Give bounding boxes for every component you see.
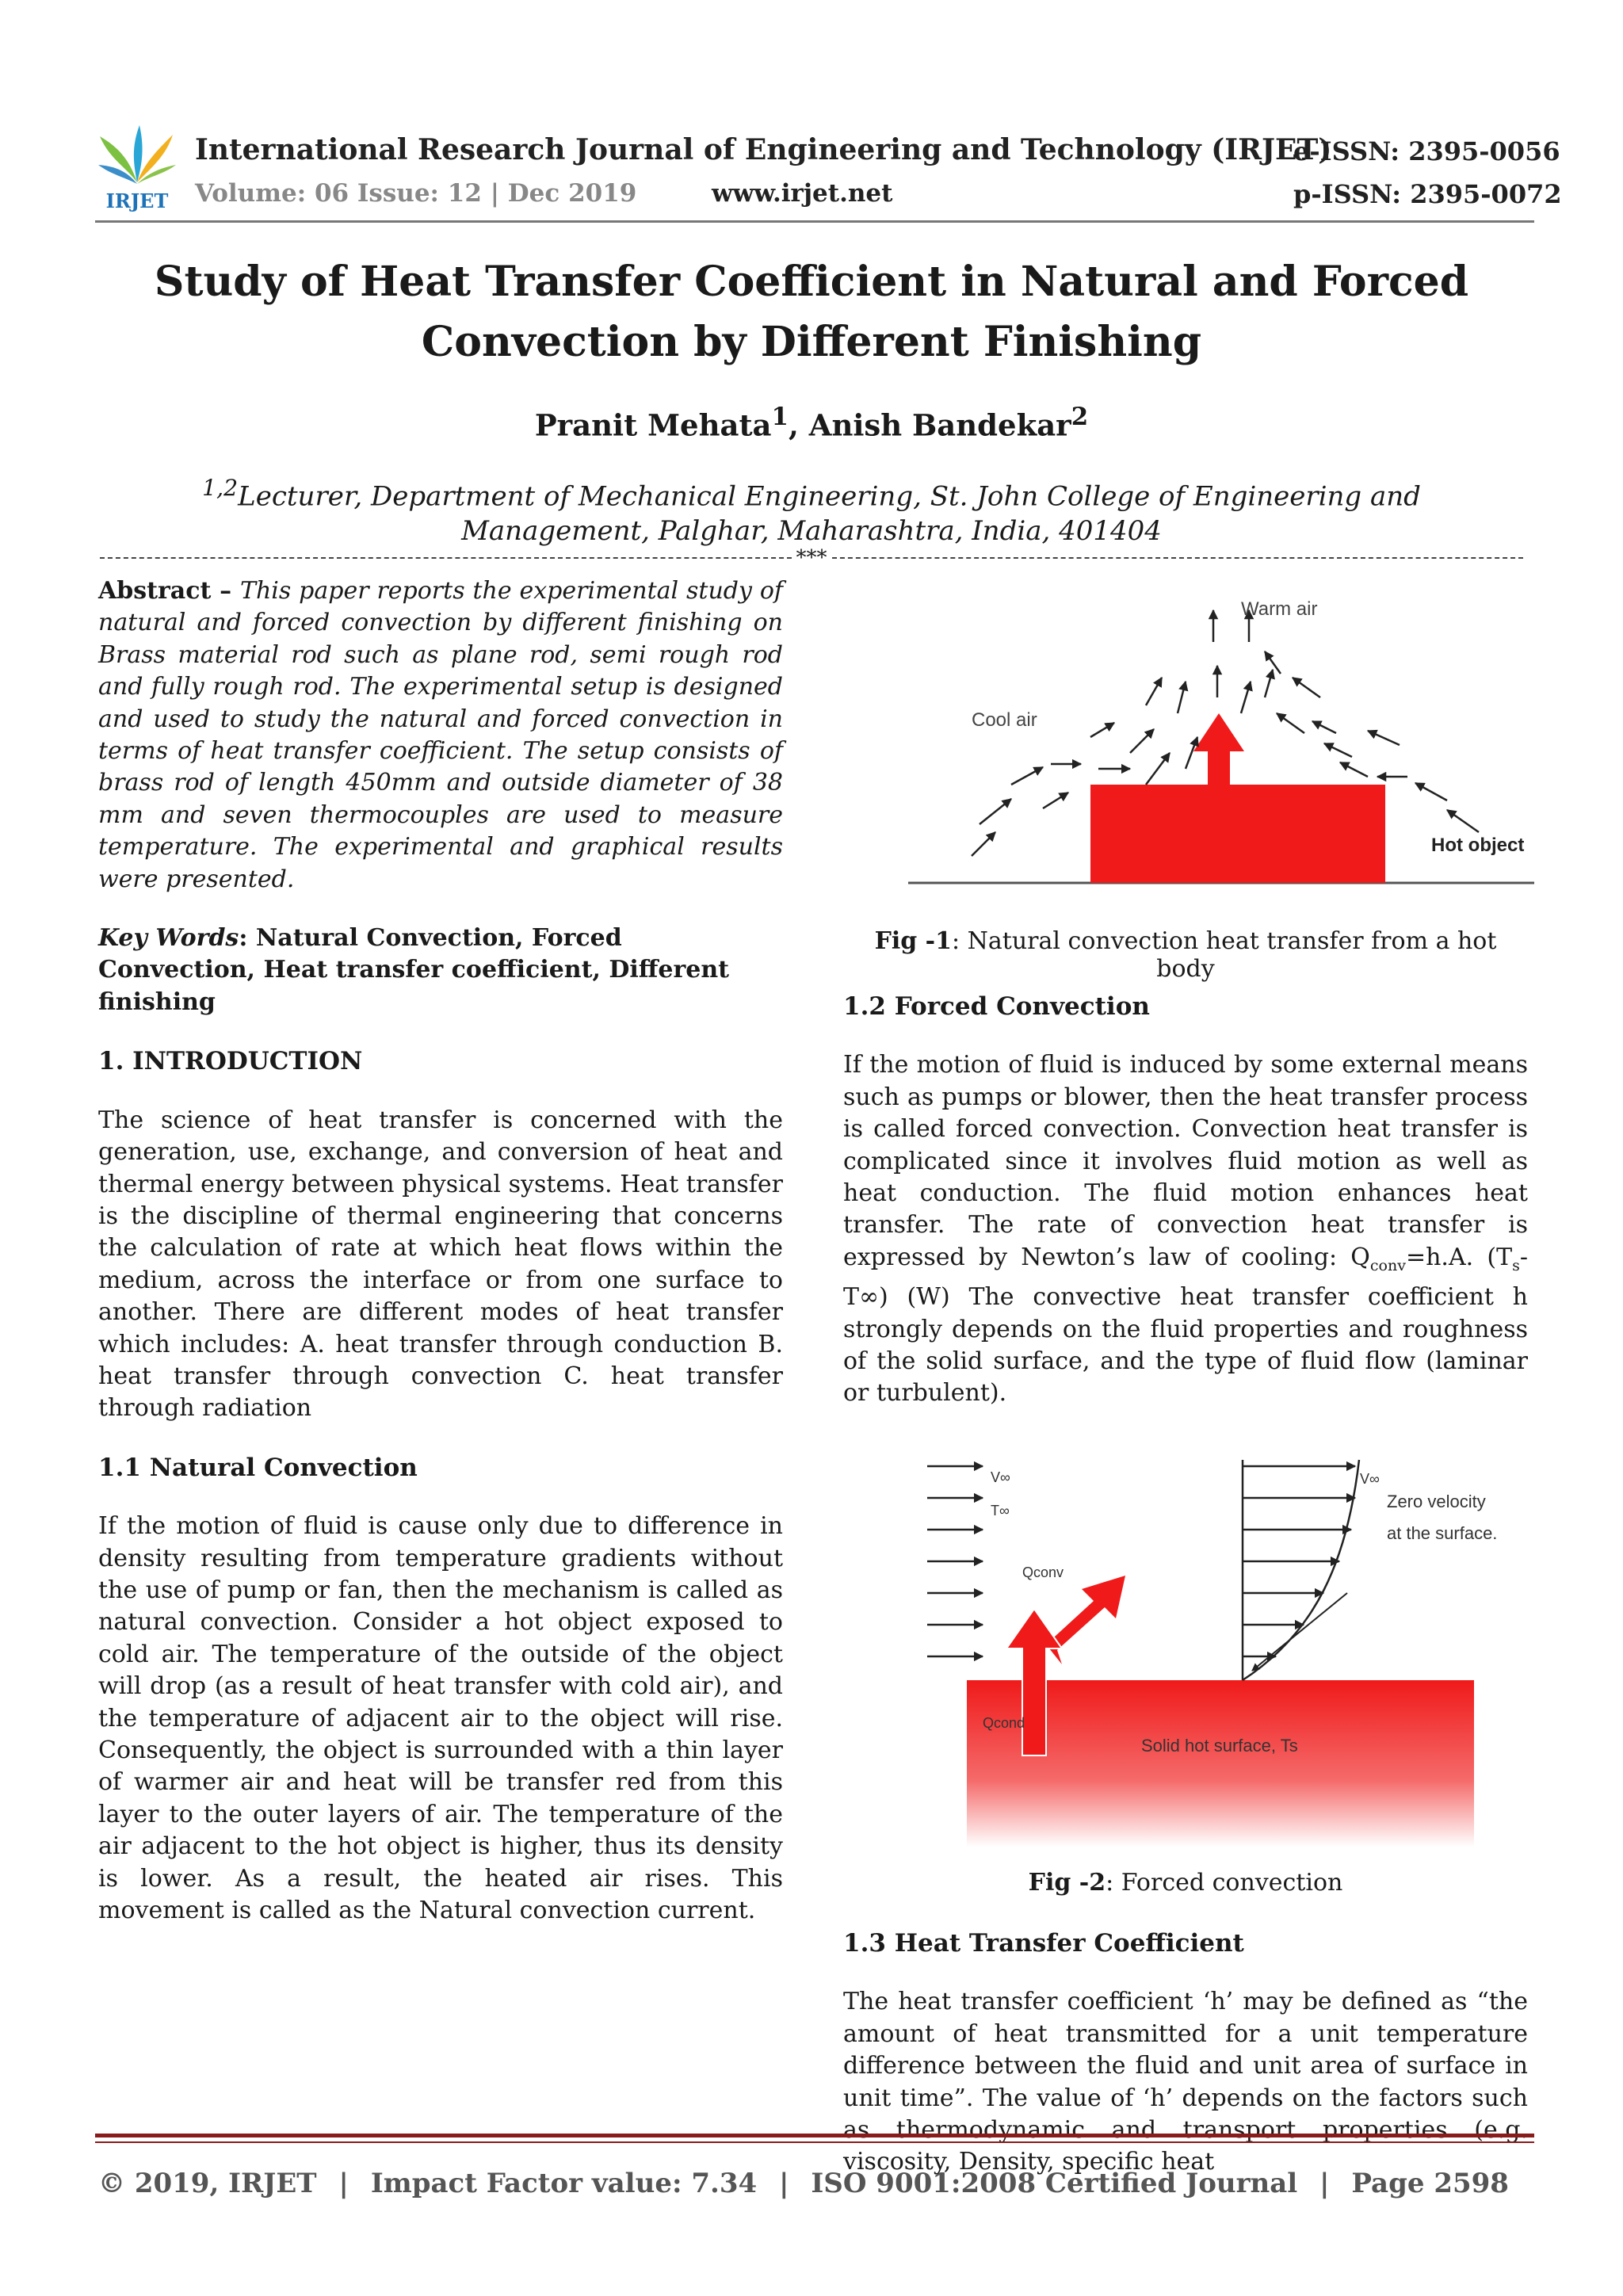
natural-convection-heading: 1.1 Natural Convection [98,1453,418,1482]
label-q-cond: Qcond [983,1715,1025,1731]
header-divider [95,220,1534,223]
keywords-label: Key Words [98,924,239,953]
subscript-s: s [1512,1256,1520,1274]
abstract-body: This paper reports the experimental study of natural and forced convection by different finishing on Brass material rod such as plane rod, semi rough rod and fully rough rod. The experimental setup is designed and used to study the natural and forced convection in terms of heat transfer coefficient. The setup consists of brass rod of length 450mm and outside diameter of 38 mm and seven thermocouples are used to measure temperature. The experimental and graphical results were presented. [98,577,783,893]
keywords [98,923,783,1018]
forced-convection-heading: 1.2 Forced Convection [843,992,1150,1021]
figure-2-forced-convection [903,1442,1498,1847]
zero-velocity-pointer [1252,1593,1347,1671]
forced-body-part-1: If the motion of fluid is induced by some external means such as pumps or blower, then the heat transfer process is called forced convection. Convection heat transfer is complicated since it involves fluid motion as well as heat conduction. The fluid motion enhances heat transfer. The rate of convection heat transfer is expressed by Newton’s law of cooling: Q [843,1051,1528,1271]
footer-rule-thin [95,2141,1534,2143]
logo-text: IRJET [105,189,169,212]
figure-1-natural-convection [892,594,1542,896]
label-warm-air: Warm air [1241,598,1318,620]
label-at-surface: at the surface. [1387,1523,1498,1543]
label-q-conv: Qconv [1022,1564,1064,1580]
abstract-label: Abstract – [98,577,240,605]
e-issn: e-ISSN: 2395-0056 [1293,136,1560,166]
intro-body: The science of heat transfer is concerned with the generation, use, exchange, and conversion of heat and thermal energy between physical systems. Heat transfer is the discipline of thermal engineering that concerns the calculation of rate at which heat flows within the medium, across the interface or from one surface to another. There are different modes of heat transfer which includes: A. heat transfer through conduction B. heat transfer through convection C. heat transfer through radiation [98,1106,783,1423]
figure-2-caption [843,1869,1528,1897]
p-issn: p-ISSN: 2395-0072 [1293,179,1562,209]
volume-issue: Volume: 06 Issue: 12 | Dec 2019 [195,179,637,208]
affiliation-marker: 1,2 [202,475,239,501]
htc-body: The heat transfer coefficient ‘h’ may be defined as “the amount of heat transmitted for a unit temperature difference between the fluid and unit area of surface in unit time”. The value of ‘h’ depends on the factors such as thermodynamic and transport properties (e.g. viscosity, Density, specific heat [843,1988,1528,2176]
right-column-lower [843,1927,1528,2206]
free-stream-arrows [927,1466,983,1656]
author-list [87,403,1536,442]
section-separator [100,542,1523,574]
author-1: Pranit Mehata [534,407,772,443]
right-column-upper [843,926,1528,1437]
footer-impact-factor: Impact Factor value: 7.34 [370,2168,758,2199]
intro-heading: 1. INTRODUCTION [98,1047,363,1076]
label-hot-object: Hot object [1431,835,1525,856]
left-column [98,575,783,1954]
label-solid-hot-surface: Solid hot surface, Ts [1141,1736,1298,1755]
keywords-body: Natural Convection, Forced Convection, Heat transfer coefficient, Different finishing [98,924,730,1016]
natural-convection-body: If the motion of fluid is cause only due to difference in density resulting from temperature gradients without the use of pump or fan, then the mechanism is called as natural convection. Consider a hot object exposed to cold air. The temperature of the outside of the object will drop (as a result of heat transfer with cold air), and the temperature of adjacent air to the object will rise. Consequently, the object is surrounded with a thin layer of warmer air and heat will be transfer red from this layer to the outer layers of air. The temperature of the air adjacent to the hot object is higher, thus its density is lower. As a result, the heated air rises. This movement is called as the Natural convection current. [98,1512,783,1925]
author-separator: , [788,407,809,443]
forced-convection-body [843,1049,1528,1409]
footer-separator-1: | [338,2168,349,2199]
figure-2-caption-text: : Forced convection [1106,1869,1343,1897]
journal-website-link[interactable]: www.irjet.net [712,179,893,208]
author-2: Anish Bandekar [808,407,1071,443]
footer-separator-2: | [779,2168,789,2199]
label-zero-velocity: Zero velocity [1387,1492,1486,1511]
subscript-conv: conv [1369,1256,1406,1274]
footer-rule-thick [95,2134,1534,2137]
author-2-affil: 2 [1071,403,1089,431]
label-t-inf: T∞ [991,1503,1010,1519]
forced-body-part-3: -T∞) (W) The convective heat transfer coefficient h strongly depends on the fluid properties and roughness of the solid surface, and the type of fluid flow (laminar or turbulent). [843,1243,1529,1408]
author-1-affil: 1 [771,403,789,431]
rising-heat-arrow [1193,713,1244,785]
journal-title: International Research Journal of Engineering and Technology (IRJET) [195,133,1332,166]
affiliation-text: Lecturer, Department of Mechanical Engineering, St. John College of Engineering and Management, Palghar, Maharashtra, India, 401404 [238,480,1421,548]
footer-iso: ISO 9001:2008 Certified Journal [811,2168,1298,2199]
label-v-inf-left: V∞ [991,1469,1010,1485]
figure-1-label: Fig -1 [874,927,953,955]
label-v-inf-right: V∞ [1360,1471,1380,1487]
q-conv-arrow [1046,1576,1125,1664]
htc-heading: 1.3 Heat Transfer Coefficient [843,1929,1244,1958]
paper-title: Study of Heat Transfer Coefficient in Natural and Forced Convection by Different Finishing [154,258,1469,366]
footer-separator-3: | [1319,2168,1330,2199]
velocity-profile-curve [1243,1460,1359,1680]
forced-body-part-2: =h.A. (T [1405,1243,1513,1271]
figure-2-label: Fig -2 [1028,1869,1106,1897]
journal-logo [94,119,181,214]
page-footer [98,2168,1509,2199]
separator-stars: *** [796,546,827,570]
hot-object-block [1090,785,1385,883]
keywords-colon: : [239,924,256,953]
abstract [98,575,783,896]
footer-copyright: © 2019, IRJET [98,2168,317,2199]
footer-page-number: Page 2598 [1351,2168,1509,2199]
figure-1-caption-text: : Natural convection heat transfer from a hot body [952,927,1497,983]
label-cool-air: Cool air [972,709,1037,731]
affiliation [111,471,1512,548]
